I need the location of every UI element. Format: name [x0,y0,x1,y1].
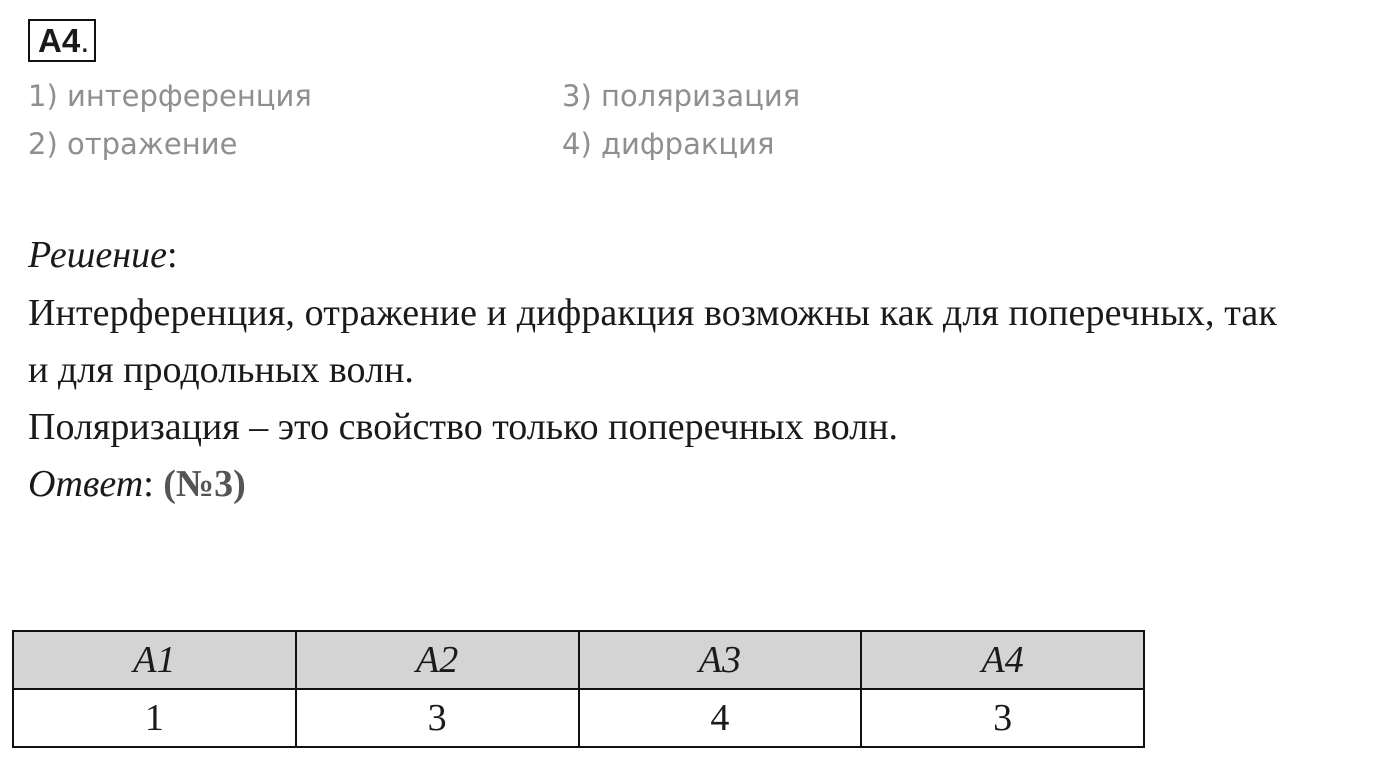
answers-table-header-cell: А2 [296,631,579,689]
answers-table-value-row [13,689,1144,747]
answers-table-header-cell: А1 [13,631,296,689]
answers-table-value-cell: 3 [296,689,579,747]
answers-table-value-cell: 3 [861,689,1144,747]
answers-table-header-cell: А3 [579,631,862,689]
option-4: 4) дифракция [562,127,775,161]
option-1: 1) интерференция [28,79,312,113]
answers-table-header-cell: А4 [861,631,1144,689]
answer-value: (№3) [163,463,246,505]
answers-table-value-cell: 1 [13,689,296,747]
solution-heading-colon: : [166,234,178,276]
solution-line-1: Интерференция, отражение и дифракция возможны как для поперечных, так [28,292,1277,334]
solution-line-2: и для продольных волн. [28,349,414,391]
solution-line-3: Поляризация – это свойство только поперечных волн. [28,406,899,448]
task-number [28,18,96,62]
answer-colon: : [143,463,164,505]
answer-line [28,465,246,503]
answer-label: Ответ [28,463,144,505]
option-3: 3) поляризация [562,79,801,113]
option-2: 2) отражение [28,127,238,161]
answers-table-value-cell: 4 [579,689,862,747]
answers-table [12,630,1145,748]
task-number-box [28,19,96,62]
task-label: А4 [38,21,81,59]
task-label-suffix: . [80,21,90,59]
solution-heading-label: Решение [28,234,167,276]
answers-table-header-row [13,631,1144,689]
solution-heading [28,236,178,274]
